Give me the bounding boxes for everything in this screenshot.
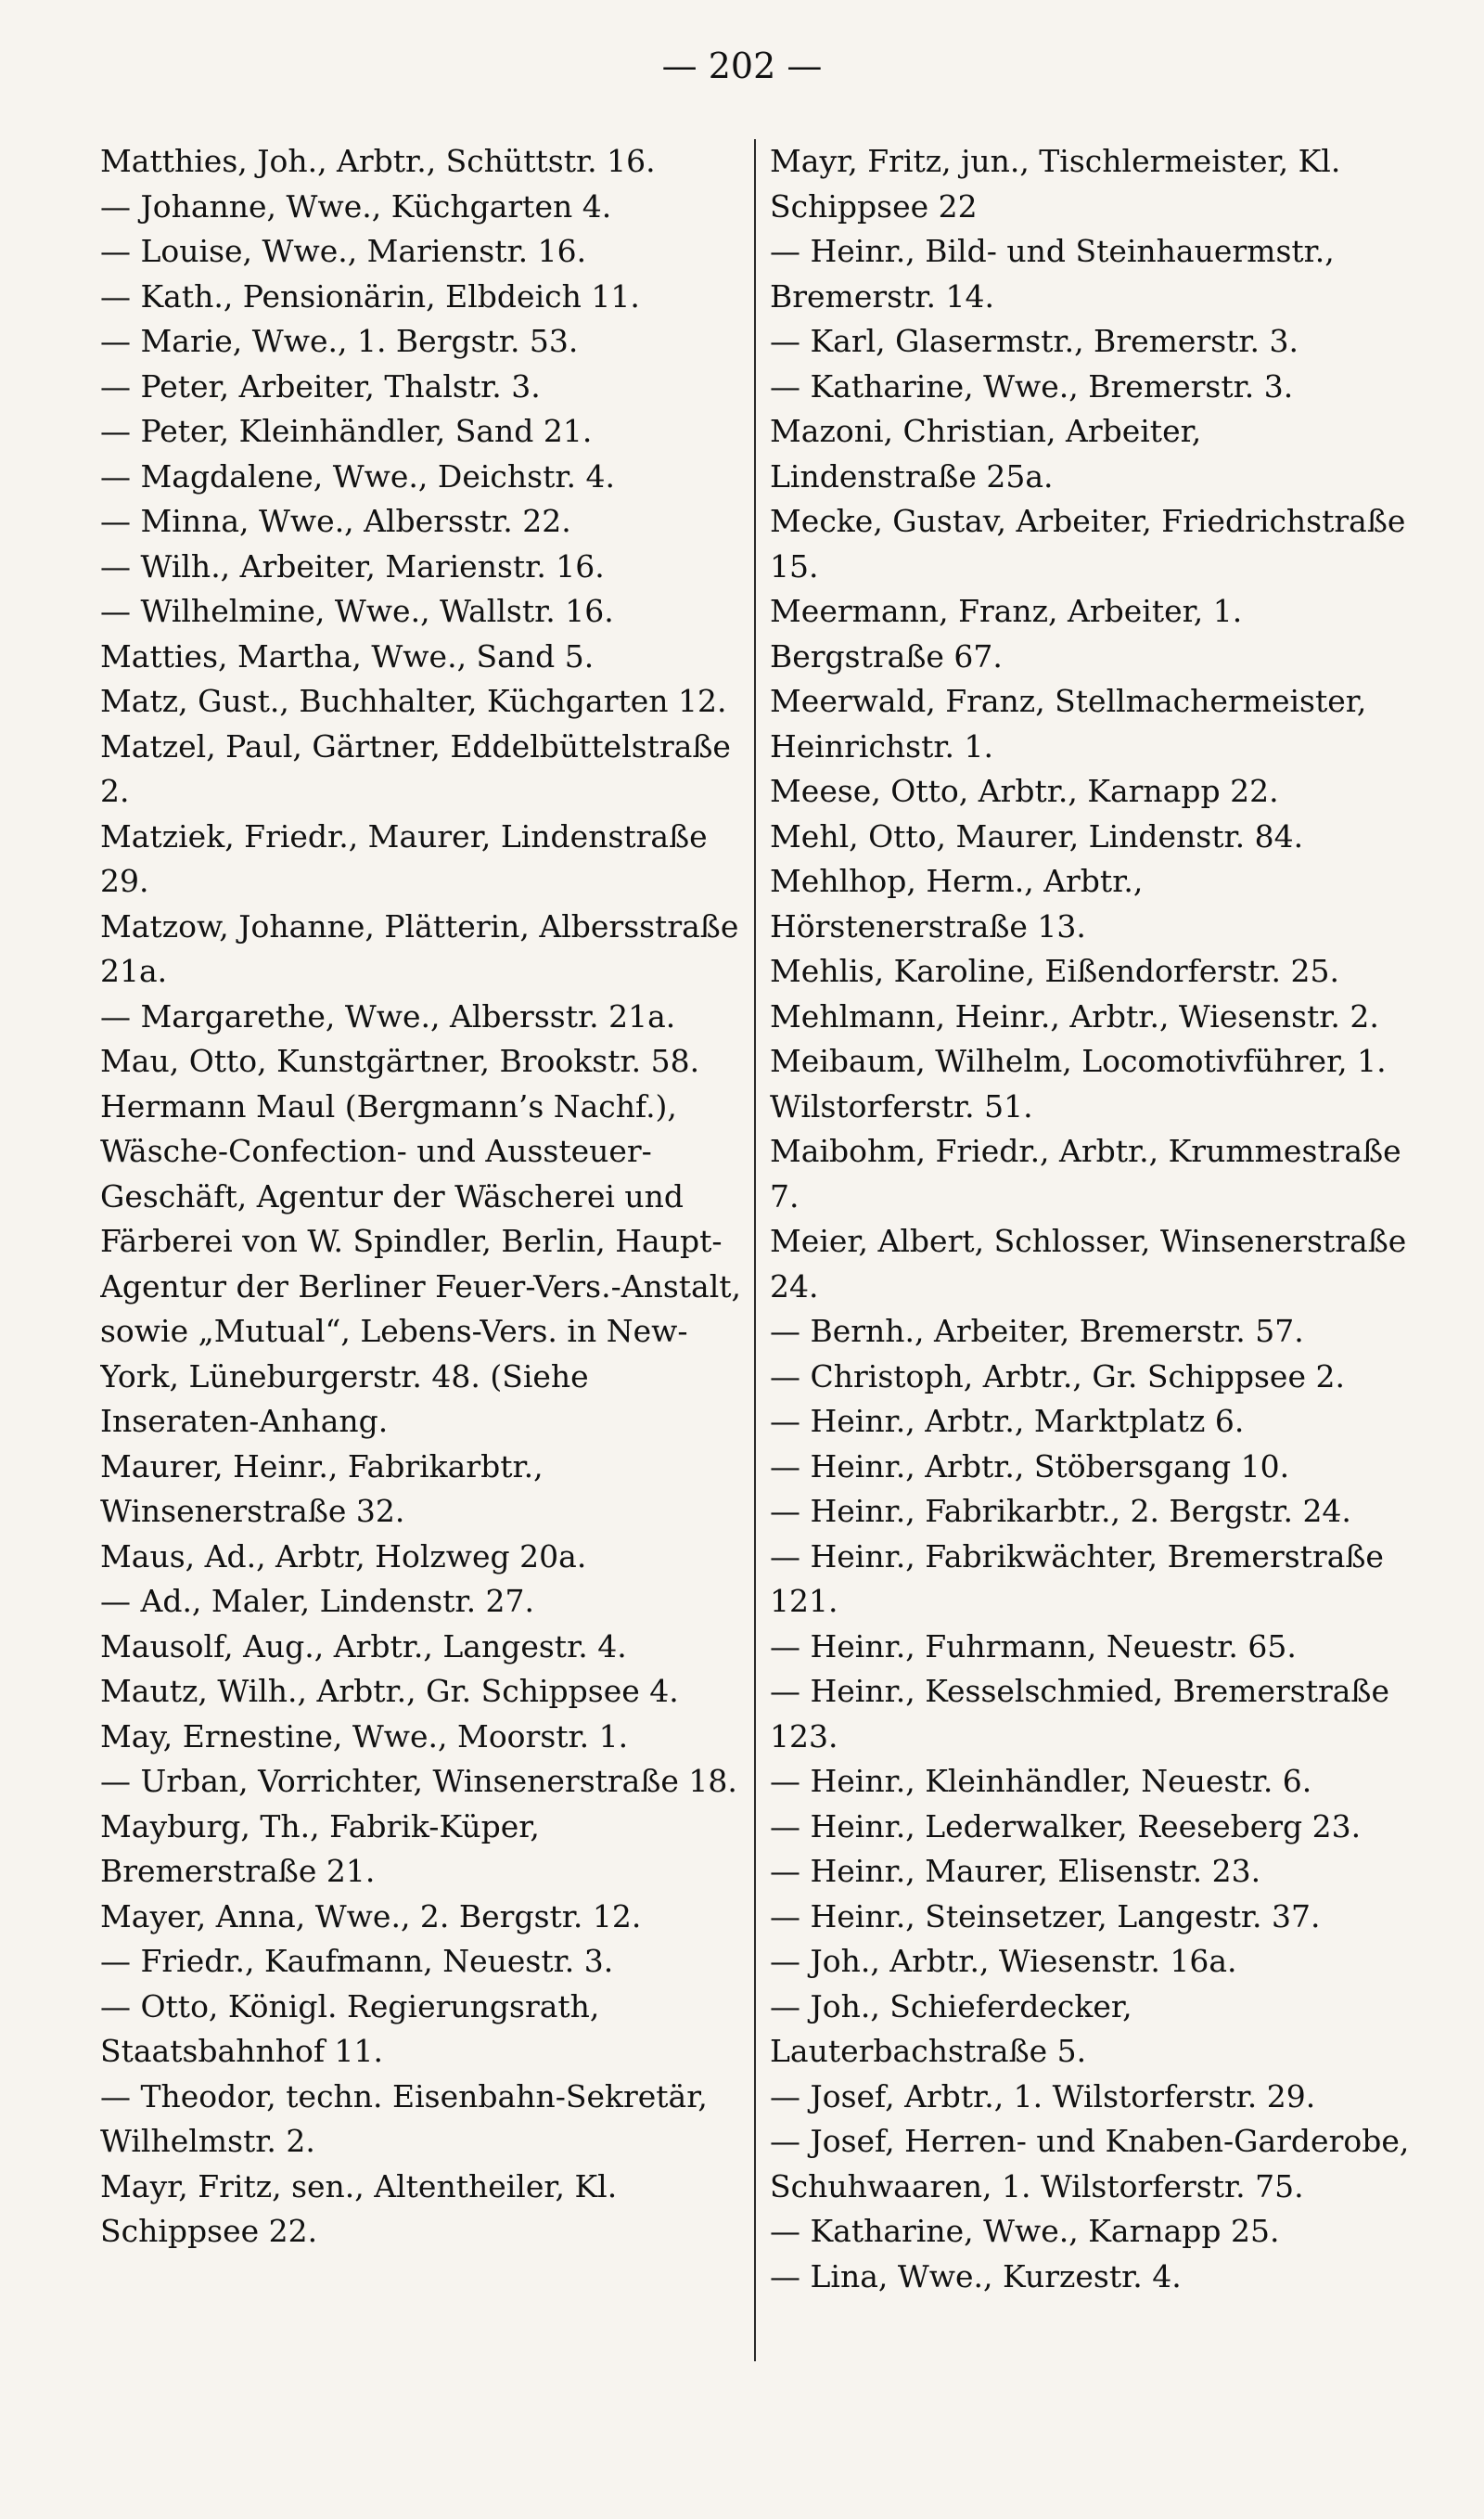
directory-entry: — Wilh., Arbeiter, Marienstr. 16.	[100, 547, 605, 585]
directory-entry: Matzel, Paul, Gärtner, Eddelbüttelstraße 2.	[100, 727, 731, 809]
directory-entry: Mayburg, Th., Fabrik-Küper, Bremerstraße 21.	[100, 1807, 540, 1889]
directory-entry: — Otto, Königl. Regierungsrath, Staatsbahnhof 11.	[100, 1987, 600, 2069]
directory-entry: Maurer, Heinr., Fabrikarbtr., Winsenerstraße 32.	[100, 1447, 544, 1529]
directory-entry: — Heinr., Fabrikarbtr., 2. Bergstr. 24.	[770, 1493, 1351, 1529]
column-divider	[754, 139, 756, 2361]
directory-entry: Matziek, Friedr., Maurer, Lindenstraße 29.	[100, 817, 708, 899]
directory-entry: — Heinr., Kesselschmied, Bremerstraße 123.	[770, 1673, 1389, 1754]
directory-entry: Meermann, Franz, Arbeiter, 1. Bergstraße 67.	[770, 593, 1243, 675]
directory-entry: — Bernh., Arbeiter, Bremerstr. 57.	[770, 1313, 1304, 1349]
directory-entry: Matthies, Joh., Arbtr., Schüttstr. 16.	[100, 143, 656, 179]
directory-entry: Matzow, Johanne, Plätterin, Albersstraße 21a.	[100, 907, 739, 989]
directory-entry: Maus, Ad., Arbtr, Holzweg 20a.	[100, 1537, 587, 1574]
directory-entry: — Friedr., Kaufmann, Neuestr. 3.	[100, 1943, 614, 1979]
directory-entry: — Karl, Glasermstr., Bremerstr. 3.	[770, 323, 1299, 359]
directory-entry: — Johanne, Wwe., Küchgarten 4.	[100, 187, 612, 225]
right-column	[770, 139, 1410, 2347]
directory-entry: — Heinr., Arbtr., Stöbersgang 10.	[770, 1447, 1290, 1484]
directory-entry: — Heinr., Steinsetzer, Langestr. 37.	[770, 1897, 1321, 1934]
directory-entry: — Heinr., Arbtr., Marktplatz 6.	[770, 1403, 1245, 1439]
directory-entry: — Marie, Wwe., 1. Bergstr. 53.	[100, 323, 579, 359]
directory-entry: Mehl, Otto, Maurer, Lindenstr. 84.	[770, 817, 1304, 855]
directory-entry: Mayer, Anna, Wwe., 2. Bergstr. 12.	[100, 1897, 642, 1934]
directory-entry: — Wilhelmine, Wwe., Wallstr. 16.	[100, 593, 614, 629]
directory-entry: — Minna, Wwe., Albersstr. 22.	[100, 503, 571, 539]
directory-entry: Mausolf, Aug., Arbtr., Langestr. 4.	[100, 1627, 627, 1664]
directory-entry: Meerwald, Franz, Stellmachermeister, Heinrichstr. 1.	[770, 683, 1367, 765]
directory-entry: Mayr, Fritz, jun., Tischlermeister, Kl. Schippsee 22	[770, 143, 1341, 225]
directory-entry: — Heinr., Bild- und Steinhauermstr., Bremerstr. 14.	[770, 233, 1335, 315]
directory-entry: — Magdalene, Wwe., Deichstr. 4.	[100, 457, 615, 495]
left-column	[100, 139, 749, 2347]
directory-entry: Mehlmann, Heinr., Arbtr., Wiesenstr. 2.	[770, 997, 1379, 1035]
directory-entry: Mehlis, Karoline, Eißendorferstr. 25.	[770, 953, 1339, 989]
directory-entry: — Kath., Pensionärin, Elbdeich 11.	[100, 277, 640, 315]
directory-entry: Mau, Otto, Kunstgärtner, Brookstr. 58.	[100, 1043, 700, 1079]
directory-entry: — Heinr., Lederwalker, Reeseberg 23.	[770, 1807, 1362, 1844]
directory-entry: — Peter, Kleinhändler, Sand 21.	[100, 413, 593, 449]
directory-entry: — Ad., Maler, Lindenstr. 27.	[100, 1583, 535, 1619]
page-number: — 202 —	[661, 45, 823, 86]
directory-entry: Maibohm, Friedr., Arbtr., Krummestraße 7.	[770, 1133, 1401, 1215]
directory-entry: Meier, Albert, Schlosser, Winsenerstraße 24.	[770, 1223, 1407, 1304]
directory-entry: — Josef, Herren- und Knaben-Garderobe, Schuhwaaren, 1. Wilstorferstr. 75.	[770, 2123, 1410, 2204]
directory-entry: — Urban, Vorrichter, Winsenerstraße 18.	[100, 1763, 737, 1799]
directory-entry: Meibaum, Wilhelm, Locomotivführer, 1. Wilstorferstr. 51.	[770, 1043, 1387, 1125]
directory-entry: — Christoph, Arbtr., Gr. Schippsee 2.	[770, 1357, 1345, 1394]
directory-entry: Mecke, Gustav, Arbeiter, Friedrichstraße 15.	[770, 503, 1406, 585]
directory-entry: — Heinr., Fuhrmann, Neuestr. 65.	[770, 1627, 1297, 1664]
directory-entry: — Heinr., Fabrikwächter, Bremerstraße 121.	[770, 1537, 1384, 1619]
directory-entry: — Lina, Wwe., Kurzestr. 4.	[770, 2257, 1182, 2294]
directory-entry: — Joh., Arbtr., Wiesenstr. 16a.	[770, 1943, 1237, 1979]
directory-entry: Mautz, Wilh., Arbtr., Gr. Schippsee 4.	[100, 1673, 679, 1709]
directory-entry: Matties, Martha, Wwe., Sand 5.	[100, 637, 595, 675]
directory-entry: — Louise, Wwe., Marienstr. 16.	[100, 233, 587, 269]
directory-entry: May, Ernestine, Wwe., Moorstr. 1.	[100, 1717, 629, 1754]
directory-entry: Meese, Otto, Arbtr., Karnapp 22.	[770, 773, 1279, 809]
directory-entry: Mayr, Fritz, sen., Altentheiler, Kl. Schippsee 22.	[100, 2167, 618, 2249]
directory-entry: Mehlhop, Herm., Arbtr., Hörstenerstraße 13.	[770, 863, 1144, 945]
directory-entry: — Heinr., Maurer, Elisenstr. 23.	[770, 1853, 1261, 1889]
directory-entry: — Katharine, Wwe., Karnapp 25.	[770, 2213, 1280, 2249]
directory-entry: Matz, Gust., Buchhalter, Küchgarten 12.	[100, 683, 727, 719]
directory-entry: — Margarethe, Wwe., Albersstr. 21a.	[100, 997, 676, 1035]
directory-entry: — Heinr., Kleinhändler, Neuestr. 6.	[770, 1763, 1312, 1799]
directory-entry: — Peter, Arbeiter, Thalstr. 3.	[100, 367, 541, 405]
directory-entry: — Theodor, techn. Eisenbahn-Sekretär, Wilhelmstr. 2.	[100, 2077, 708, 2159]
directory-entry: — Josef, Arbtr., 1. Wilstorferstr. 29.	[770, 2077, 1316, 2114]
directory-entry: Mazoni, Christian, Arbeiter, Lindenstraße 25a.	[770, 413, 1202, 495]
directory-entry: Hermann Maul (Bergmann’s Nachf.), Wäsche-Confection- und Aussteuer-Geschäft, Agentur der Wäscherei und Färberei von W. Spindler, Berlin, Haupt-Agentur der Berliner Feuer-Vers.-Anstalt, sowie „Mutual“, Lebens-Vers. in New-York, Lüneburgerstr. 48. (Siehe Inseraten-Anhang.	[100, 1087, 742, 1439]
directory-entry: — Katharine, Wwe., Bremerstr. 3.	[770, 367, 1294, 405]
directory-entry: — Joh., Schieferdecker, Lauterbachstraße 5.	[770, 1987, 1132, 2069]
